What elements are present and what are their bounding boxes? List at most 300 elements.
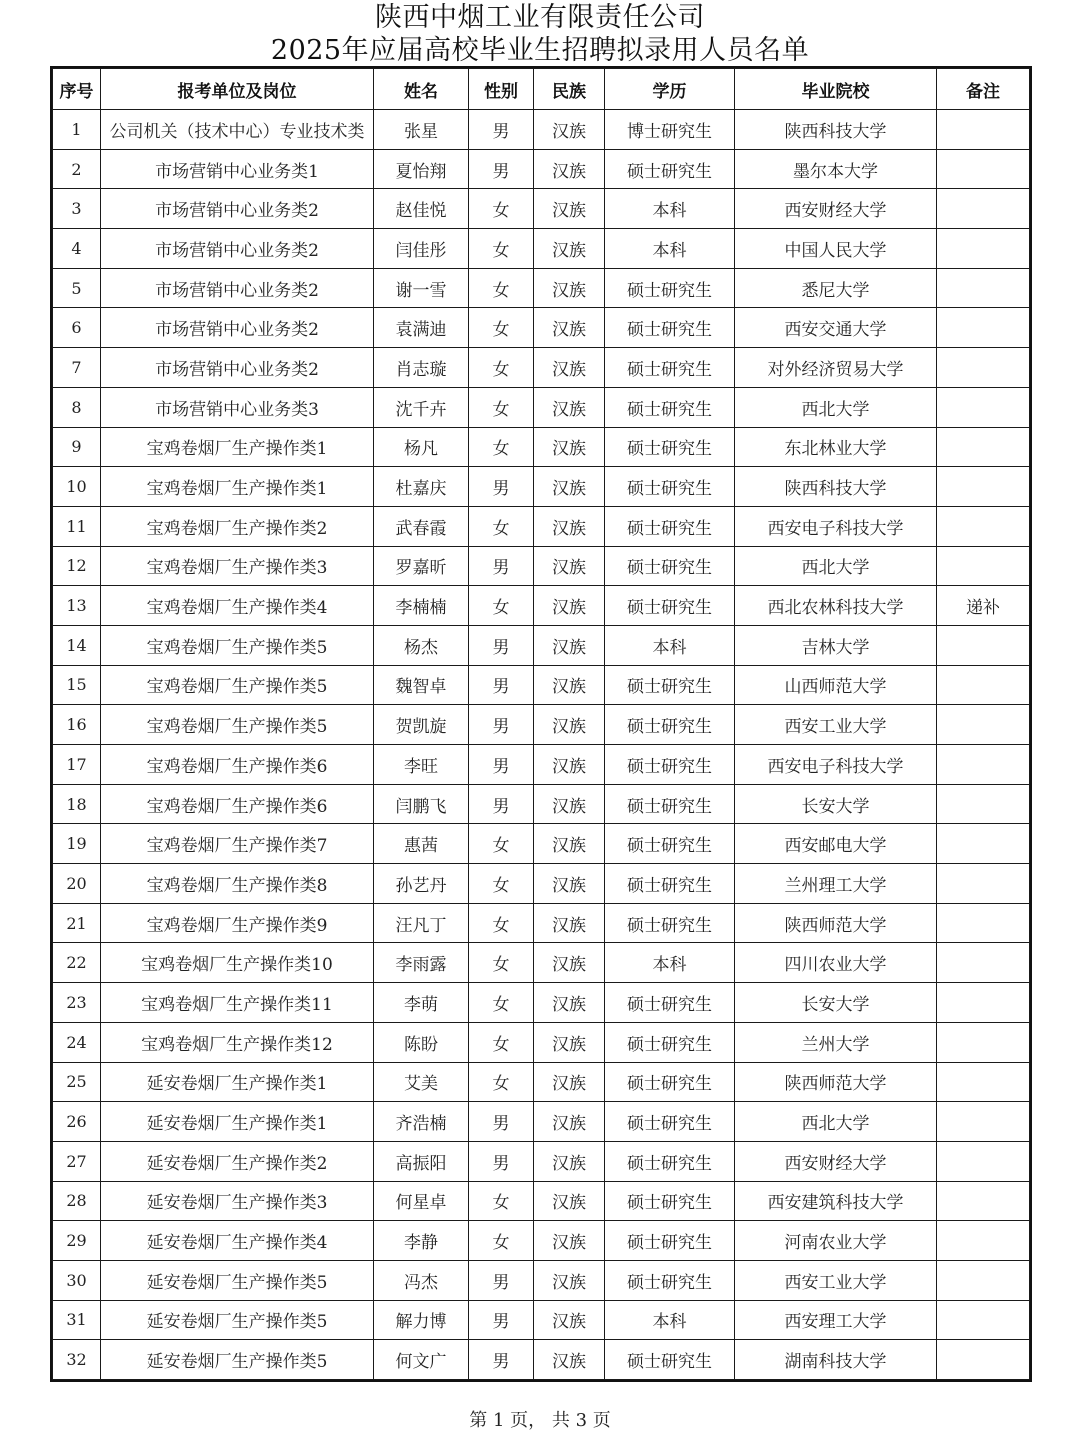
cell-education: 硕士研究生 [605, 745, 735, 785]
cell-name: 袁满迪 [374, 308, 469, 348]
cell-seq-no: 13 [53, 586, 101, 626]
cell-education: 硕士研究生 [605, 308, 735, 348]
table-row [53, 229, 1030, 269]
cell-gender: 女 [469, 387, 534, 427]
cell-ethnicity: 汉族 [534, 903, 605, 943]
cell-ethnicity: 汉族 [534, 864, 605, 904]
cell-school: 陕西师范大学 [735, 903, 937, 943]
cell-name: 陈盼 [374, 1022, 469, 1062]
cell-school: 东北林业大学 [735, 427, 937, 467]
table-row [53, 1260, 1030, 1300]
cell-gender: 女 [469, 1062, 534, 1102]
cell-seq-no: 15 [53, 665, 101, 705]
cell-gender: 男 [469, 1340, 534, 1380]
cell-education: 硕士研究生 [605, 586, 735, 626]
cell-school: 西安理工大学 [735, 1300, 937, 1340]
cell-ethnicity: 汉族 [534, 745, 605, 785]
cell-school: 长安大学 [735, 983, 937, 1023]
cell-school: 湖南科技大学 [735, 1340, 937, 1380]
cell-gender: 女 [469, 824, 534, 864]
cell-unit-position: 延安卷烟厂生产操作类5 [101, 1300, 374, 1340]
table-row [53, 943, 1030, 983]
cell-education: 硕士研究生 [605, 427, 735, 467]
cell-name: 艾美 [374, 1062, 469, 1102]
header-gender: 性别 [469, 69, 534, 110]
cell-ethnicity: 汉族 [534, 268, 605, 308]
cell-remarks [937, 546, 1030, 586]
cell-unit-position: 市场营销中心业务类1 [101, 149, 374, 189]
document-title [0, 0, 1080, 67]
cell-remarks [937, 824, 1030, 864]
cell-gender: 男 [469, 1141, 534, 1181]
cell-unit-position: 宝鸡卷烟厂生产操作类7 [101, 824, 374, 864]
cell-unit-position: 延安卷烟厂生产操作类4 [101, 1221, 374, 1261]
cell-unit-position: 公司机关（技术中心）专业技术类 [101, 110, 374, 150]
cell-seq-no: 10 [53, 467, 101, 507]
cell-gender: 女 [469, 308, 534, 348]
header-school: 毕业院校 [735, 69, 937, 110]
cell-remarks: 递补 [937, 586, 1030, 626]
cell-unit-position: 宝鸡卷烟厂生产操作类4 [101, 586, 374, 626]
cell-ethnicity: 汉族 [534, 1300, 605, 1340]
cell-remarks [937, 110, 1030, 150]
cell-education: 硕士研究生 [605, 784, 735, 824]
cell-gender: 女 [469, 943, 534, 983]
cell-name: 惠茜 [374, 824, 469, 864]
cell-remarks [937, 665, 1030, 705]
cell-seq-no: 5 [53, 268, 101, 308]
cell-education: 硕士研究生 [605, 1022, 735, 1062]
cell-unit-position: 宝鸡卷烟厂生产操作类1 [101, 467, 374, 507]
cell-unit-position: 宝鸡卷烟厂生产操作类9 [101, 903, 374, 943]
cell-ethnicity: 汉族 [534, 308, 605, 348]
cell-seq-no: 6 [53, 308, 101, 348]
cell-name: 李静 [374, 1221, 469, 1261]
cell-school: 西安交通大学 [735, 308, 937, 348]
cell-unit-position: 延安卷烟厂生产操作类1 [101, 1102, 374, 1142]
cell-school: 兰州理工大学 [735, 864, 937, 904]
cell-gender: 男 [469, 149, 534, 189]
cell-seq-no: 25 [53, 1062, 101, 1102]
cell-ethnicity: 汉族 [534, 943, 605, 983]
cell-remarks [937, 1181, 1030, 1221]
page-footer: 第 1 页， 共 3 页 [469, 1410, 611, 1431]
cell-remarks [937, 348, 1030, 388]
cell-name: 李楠楠 [374, 586, 469, 626]
cell-ethnicity: 汉族 [534, 784, 605, 824]
cell-ethnicity: 汉族 [534, 506, 605, 546]
table-row [53, 1300, 1030, 1340]
cell-school: 西北大学 [735, 1102, 937, 1142]
cell-remarks [937, 467, 1030, 507]
cell-name: 孙艺丹 [374, 864, 469, 904]
table-row [53, 1102, 1030, 1142]
cell-school: 西北大学 [735, 546, 937, 586]
cell-gender: 男 [469, 546, 534, 586]
cell-seq-no: 1 [53, 110, 101, 150]
cell-unit-position: 延安卷烟厂生产操作类5 [101, 1260, 374, 1300]
cell-gender: 女 [469, 189, 534, 229]
cell-ethnicity: 汉族 [534, 387, 605, 427]
cell-remarks [937, 387, 1030, 427]
cell-seq-no: 22 [53, 943, 101, 983]
cell-school: 陕西师范大学 [735, 1062, 937, 1102]
cell-ethnicity: 汉族 [534, 625, 605, 665]
cell-unit-position: 市场营销中心业务类2 [101, 229, 374, 269]
table-row [53, 864, 1030, 904]
table-row [53, 625, 1030, 665]
cell-remarks [937, 1340, 1030, 1380]
table-row [53, 1141, 1030, 1181]
header-education: 学历 [605, 69, 735, 110]
cell-gender: 女 [469, 506, 534, 546]
cell-gender: 女 [469, 1181, 534, 1221]
cell-remarks [937, 268, 1030, 308]
cell-education: 硕士研究生 [605, 1102, 735, 1142]
cell-school: 四川农业大学 [735, 943, 937, 983]
header-name: 姓名 [374, 69, 469, 110]
cell-seq-no: 30 [53, 1260, 101, 1300]
cell-school: 西安建筑科技大学 [735, 1181, 937, 1221]
cell-name: 高振阳 [374, 1141, 469, 1181]
cell-name: 杜嘉庆 [374, 467, 469, 507]
cell-education: 本科 [605, 229, 735, 269]
header-remarks: 备注 [937, 69, 1030, 110]
table-row [53, 546, 1030, 586]
cell-name: 汪凡丁 [374, 903, 469, 943]
cell-gender: 男 [469, 665, 534, 705]
cell-gender: 男 [469, 110, 534, 150]
cell-school: 西安电子科技大学 [735, 745, 937, 785]
cell-seq-no: 32 [53, 1340, 101, 1380]
cell-name: 杨凡 [374, 427, 469, 467]
cell-name: 闫鹏飞 [374, 784, 469, 824]
cell-name: 冯杰 [374, 1260, 469, 1300]
cell-seq-no: 20 [53, 864, 101, 904]
cell-ethnicity: 汉族 [534, 1062, 605, 1102]
cell-education: 本科 [605, 1300, 735, 1340]
cell-name: 武春霞 [374, 506, 469, 546]
cell-name: 李萌 [374, 983, 469, 1023]
cell-unit-position: 延安卷烟厂生产操作类3 [101, 1181, 374, 1221]
cell-unit-position: 市场营销中心业务类2 [101, 308, 374, 348]
cell-ethnicity: 汉族 [534, 824, 605, 864]
table-row [53, 387, 1030, 427]
cell-name: 闫佳彤 [374, 229, 469, 269]
cell-unit-position: 宝鸡卷烟厂生产操作类6 [101, 745, 374, 785]
cell-remarks [937, 705, 1030, 745]
table-row [53, 110, 1030, 150]
cell-seq-no: 24 [53, 1022, 101, 1062]
cell-name: 张星 [374, 110, 469, 150]
cell-education: 硕士研究生 [605, 268, 735, 308]
cell-ethnicity: 汉族 [534, 1260, 605, 1300]
cell-education: 硕士研究生 [605, 705, 735, 745]
cell-ethnicity: 汉族 [534, 427, 605, 467]
cell-ethnicity: 汉族 [534, 110, 605, 150]
cell-unit-position: 延安卷烟厂生产操作类5 [101, 1340, 374, 1380]
cell-remarks [937, 625, 1030, 665]
cell-gender: 女 [469, 268, 534, 308]
cell-gender: 男 [469, 705, 534, 745]
cell-education: 硕士研究生 [605, 1062, 735, 1102]
table-row [53, 745, 1030, 785]
cell-gender: 女 [469, 229, 534, 269]
cell-unit-position: 市场营销中心业务类2 [101, 348, 374, 388]
cell-education: 硕士研究生 [605, 348, 735, 388]
cell-school: 对外经济贸易大学 [735, 348, 937, 388]
cell-seq-no: 11 [53, 506, 101, 546]
cell-name: 夏怡翔 [374, 149, 469, 189]
cell-unit-position: 市场营销中心业务类2 [101, 189, 374, 229]
table-row [53, 1221, 1030, 1261]
cell-gender: 男 [469, 1260, 534, 1300]
cell-ethnicity: 汉族 [534, 1221, 605, 1261]
cell-name: 赵佳悦 [374, 189, 469, 229]
table-row [53, 1340, 1030, 1380]
cell-ethnicity: 汉族 [534, 665, 605, 705]
cell-school: 墨尔本大学 [735, 149, 937, 189]
table-row [53, 784, 1030, 824]
cell-unit-position: 市场营销中心业务类2 [101, 268, 374, 308]
cell-seq-no: 8 [53, 387, 101, 427]
cell-remarks [937, 1300, 1030, 1340]
cell-school: 西安电子科技大学 [735, 506, 937, 546]
cell-unit-position: 宝鸡卷烟厂生产操作类1 [101, 427, 374, 467]
cell-seq-no: 31 [53, 1300, 101, 1340]
cell-name: 沈千卉 [374, 387, 469, 427]
cell-seq-no: 12 [53, 546, 101, 586]
cell-remarks [937, 1062, 1030, 1102]
cell-remarks [937, 427, 1030, 467]
cell-school: 陕西科技大学 [735, 467, 937, 507]
cell-ethnicity: 汉族 [534, 983, 605, 1023]
cell-ethnicity: 汉族 [534, 348, 605, 388]
cell-remarks [937, 229, 1030, 269]
table-row [53, 983, 1030, 1023]
cell-gender: 女 [469, 983, 534, 1023]
cell-education: 硕士研究生 [605, 506, 735, 546]
cell-gender: 男 [469, 467, 534, 507]
cell-education: 博士研究生 [605, 110, 735, 150]
cell-name: 齐浩楠 [374, 1102, 469, 1142]
cell-name: 何星卓 [374, 1181, 469, 1221]
cell-ethnicity: 汉族 [534, 1340, 605, 1380]
cell-school: 西北农林科技大学 [735, 586, 937, 626]
cell-remarks [937, 1141, 1030, 1181]
cell-school: 中国人民大学 [735, 229, 937, 269]
cell-seq-no: 2 [53, 149, 101, 189]
cell-remarks [937, 903, 1030, 943]
cell-unit-position: 宝鸡卷烟厂生产操作类2 [101, 506, 374, 546]
cell-school: 西安财经大学 [735, 189, 937, 229]
cell-education: 硕士研究生 [605, 467, 735, 507]
table-row [53, 705, 1030, 745]
cell-ethnicity: 汉族 [534, 705, 605, 745]
cell-education: 硕士研究生 [605, 1141, 735, 1181]
cell-school: 西安工业大学 [735, 705, 937, 745]
cell-unit-position: 宝鸡卷烟厂生产操作类6 [101, 784, 374, 824]
cell-seq-no: 28 [53, 1181, 101, 1221]
cell-gender: 女 [469, 427, 534, 467]
cell-unit-position: 宝鸡卷烟厂生产操作类11 [101, 983, 374, 1023]
cell-education: 本科 [605, 189, 735, 229]
cell-remarks [937, 784, 1030, 824]
cell-unit-position: 宝鸡卷烟厂生产操作类5 [101, 665, 374, 705]
cell-gender: 男 [469, 1102, 534, 1142]
cell-education: 硕士研究生 [605, 864, 735, 904]
cell-ethnicity: 汉族 [534, 149, 605, 189]
cell-education: 硕士研究生 [605, 546, 735, 586]
cell-seq-no: 27 [53, 1141, 101, 1181]
cell-seq-no: 21 [53, 903, 101, 943]
cell-education: 硕士研究生 [605, 983, 735, 1023]
header-ethnicity: 民族 [534, 69, 605, 110]
cell-seq-no: 9 [53, 427, 101, 467]
cell-seq-no: 16 [53, 705, 101, 745]
cell-name: 谢一雪 [374, 268, 469, 308]
table-row [53, 308, 1030, 348]
table-row [53, 149, 1030, 189]
cell-gender: 女 [469, 864, 534, 904]
table-row [53, 506, 1030, 546]
cell-seq-no: 18 [53, 784, 101, 824]
cell-ethnicity: 汉族 [534, 1141, 605, 1181]
cell-name: 罗嘉昕 [374, 546, 469, 586]
cell-remarks [937, 943, 1030, 983]
cell-remarks [937, 308, 1030, 348]
cell-unit-position: 宝鸡卷烟厂生产操作类5 [101, 705, 374, 745]
list-title: 2025年应届高校毕业生招聘拟录用人员名单 [270, 35, 810, 66]
cell-school: 西安工业大学 [735, 1260, 937, 1300]
table-row [53, 1062, 1030, 1102]
cell-unit-position: 宝鸡卷烟厂生产操作类8 [101, 864, 374, 904]
cell-gender: 女 [469, 1022, 534, 1062]
cell-name: 贺凯旋 [374, 705, 469, 745]
table-row [53, 824, 1030, 864]
cell-seq-no: 4 [53, 229, 101, 269]
cell-name: 魏智卓 [374, 665, 469, 705]
cell-education: 本科 [605, 625, 735, 665]
table-row [53, 268, 1030, 308]
table-row [53, 1181, 1030, 1221]
header-seq-no: 序号 [53, 69, 101, 110]
cell-unit-position: 延安卷烟厂生产操作类1 [101, 1062, 374, 1102]
cell-seq-no: 19 [53, 824, 101, 864]
cell-unit-position: 宝鸡卷烟厂生产操作类3 [101, 546, 374, 586]
cell-school: 河南农业大学 [735, 1221, 937, 1261]
cell-school: 山西师范大学 [735, 665, 937, 705]
cell-school: 西安邮电大学 [735, 824, 937, 864]
cell-seq-no: 26 [53, 1102, 101, 1142]
cell-gender: 女 [469, 348, 534, 388]
cell-gender: 男 [469, 625, 534, 665]
cell-remarks [937, 1221, 1030, 1261]
table-row [53, 1022, 1030, 1062]
cell-name: 肖志璇 [374, 348, 469, 388]
cell-remarks [937, 983, 1030, 1023]
cell-education: 硕士研究生 [605, 149, 735, 189]
cell-seq-no: 14 [53, 625, 101, 665]
cell-ethnicity: 汉族 [534, 229, 605, 269]
cell-gender: 女 [469, 586, 534, 626]
cell-education: 硕士研究生 [605, 824, 735, 864]
cell-name: 解力博 [374, 1300, 469, 1340]
cell-seq-no: 17 [53, 745, 101, 785]
table-row [53, 427, 1030, 467]
cell-name: 杨杰 [374, 625, 469, 665]
cell-remarks [937, 1022, 1030, 1062]
table-row [53, 903, 1030, 943]
cell-school: 西北大学 [735, 387, 937, 427]
table-row [53, 467, 1030, 507]
table-body [53, 110, 1030, 1380]
cell-name: 李雨露 [374, 943, 469, 983]
company-title: 陕西中烟工业有限责任公司 [375, 2, 705, 33]
cell-remarks [937, 149, 1030, 189]
header-unit-position: 报考单位及岗位 [101, 69, 374, 110]
cell-remarks [937, 1260, 1030, 1300]
cell-seq-no: 3 [53, 189, 101, 229]
table-row [53, 586, 1030, 626]
cell-unit-position: 宝鸡卷烟厂生产操作类5 [101, 625, 374, 665]
cell-remarks [937, 864, 1030, 904]
cell-seq-no: 23 [53, 983, 101, 1023]
cell-remarks [937, 189, 1030, 229]
cell-ethnicity: 汉族 [534, 546, 605, 586]
cell-gender: 男 [469, 745, 534, 785]
table-row [53, 348, 1030, 388]
cell-remarks [937, 745, 1030, 785]
cell-ethnicity: 汉族 [534, 1181, 605, 1221]
table-row [53, 189, 1030, 229]
cell-school: 西安财经大学 [735, 1141, 937, 1181]
cell-education: 硕士研究生 [605, 665, 735, 705]
cell-unit-position: 延安卷烟厂生产操作类2 [101, 1141, 374, 1181]
cell-unit-position: 宝鸡卷烟厂生产操作类12 [101, 1022, 374, 1062]
cell-unit-position: 宝鸡卷烟厂生产操作类10 [101, 943, 374, 983]
cell-seq-no: 7 [53, 348, 101, 388]
cell-school: 吉林大学 [735, 625, 937, 665]
cell-school: 兰州大学 [735, 1022, 937, 1062]
cell-gender: 男 [469, 1300, 534, 1340]
hiring-list-table [52, 68, 1030, 1380]
cell-education: 硕士研究生 [605, 387, 735, 427]
cell-education: 硕士研究生 [605, 1260, 735, 1300]
cell-ethnicity: 汉族 [534, 189, 605, 229]
cell-remarks [937, 1102, 1030, 1142]
cell-school: 悉尼大学 [735, 268, 937, 308]
cell-remarks [937, 506, 1030, 546]
cell-education: 硕士研究生 [605, 1340, 735, 1380]
cell-school: 长安大学 [735, 784, 937, 824]
cell-ethnicity: 汉族 [534, 1022, 605, 1062]
cell-gender: 女 [469, 1221, 534, 1261]
cell-gender: 女 [469, 903, 534, 943]
cell-ethnicity: 汉族 [534, 1102, 605, 1142]
cell-name: 李旺 [374, 745, 469, 785]
cell-gender: 男 [469, 784, 534, 824]
cell-education: 硕士研究生 [605, 1181, 735, 1221]
cell-school: 陕西科技大学 [735, 110, 937, 150]
cell-unit-position: 市场营销中心业务类3 [101, 387, 374, 427]
cell-ethnicity: 汉族 [534, 467, 605, 507]
cell-ethnicity: 汉族 [534, 586, 605, 626]
table-header-row [53, 69, 1030, 110]
cell-education: 本科 [605, 943, 735, 983]
cell-education: 硕士研究生 [605, 1221, 735, 1261]
cell-name: 何文广 [374, 1340, 469, 1380]
